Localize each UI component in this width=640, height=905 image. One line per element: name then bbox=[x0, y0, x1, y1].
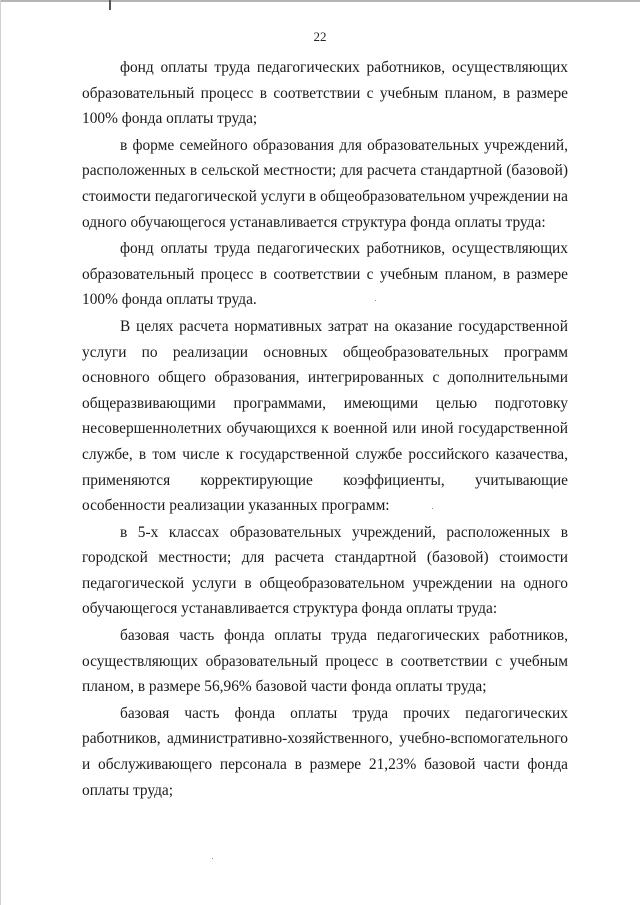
page-number: 22 bbox=[313, 29, 327, 44]
scan-speck bbox=[432, 508, 433, 509]
paragraph-2: в форме семейного образования для образовательных учреждений, расположенных в сельской местности; для расчета стандартной (базовой) стоимости педагогической услуги в общеобразовательном учреждении на одного обучающегося устанавливается структура фонда оплаты труда: bbox=[82, 136, 568, 231]
scan-left-edge bbox=[0, 0, 1, 905]
paragraph-4: В целях расчета нормативных затрат на оказание государственной услуги по реализации основных общеобразовательных программ основного общего образования, интегрированных с дополнительными общеразвивающими программами, имеющими целью подготовку несовершеннолетних обучающихся к военной или иной государственной службе, в том числе к государственной службе российского казачества, применяются корректирующие коэффициенты, учитывающие особенности реализации указанных программ: bbox=[82, 317, 568, 515]
paragraph-7: базовая часть фонда оплаты труда прочих педагогических работников, административно-хозяйственного, учебно-вспомогательного и обслуживающего персонала в размере 21,23% базовой части фонда оплаты труда; bbox=[82, 704, 568, 799]
scan-top-mark bbox=[109, 0, 111, 10]
paragraph-3: фонд оплаты труда педагогических работников, осуществляющих образовательный процесс в соответствии с учебным планом, в размере 100% фонда оплаты труда. bbox=[82, 240, 568, 309]
paragraph-5: в 5-х классах образовательных учреждений, расположенных в городской местности; для расчета стандартной (базовой) стоимости педагогической услуги в общеобразовательном учреждении на одного обучающегося устанавливается структура фонда оплаты труда: bbox=[82, 523, 568, 618]
scan-speck bbox=[375, 300, 376, 301]
paragraph-1: фонд оплаты труда педагогических работников, осуществляющих образовательный процесс в соответствии с учебным планом, в размере 100% фонда оплаты труда; bbox=[82, 59, 568, 128]
scan-top-border bbox=[0, 0, 640, 2]
paragraph-6: базовая часть фонда оплаты труда педагогических работников, осуществляющих образовательный процесс в соответствии с учебным планом, в размере 56,96% базовой части фонда оплаты труда; bbox=[82, 627, 568, 696]
document-body bbox=[82, 55, 568, 804]
scan-speck bbox=[212, 858, 213, 859]
